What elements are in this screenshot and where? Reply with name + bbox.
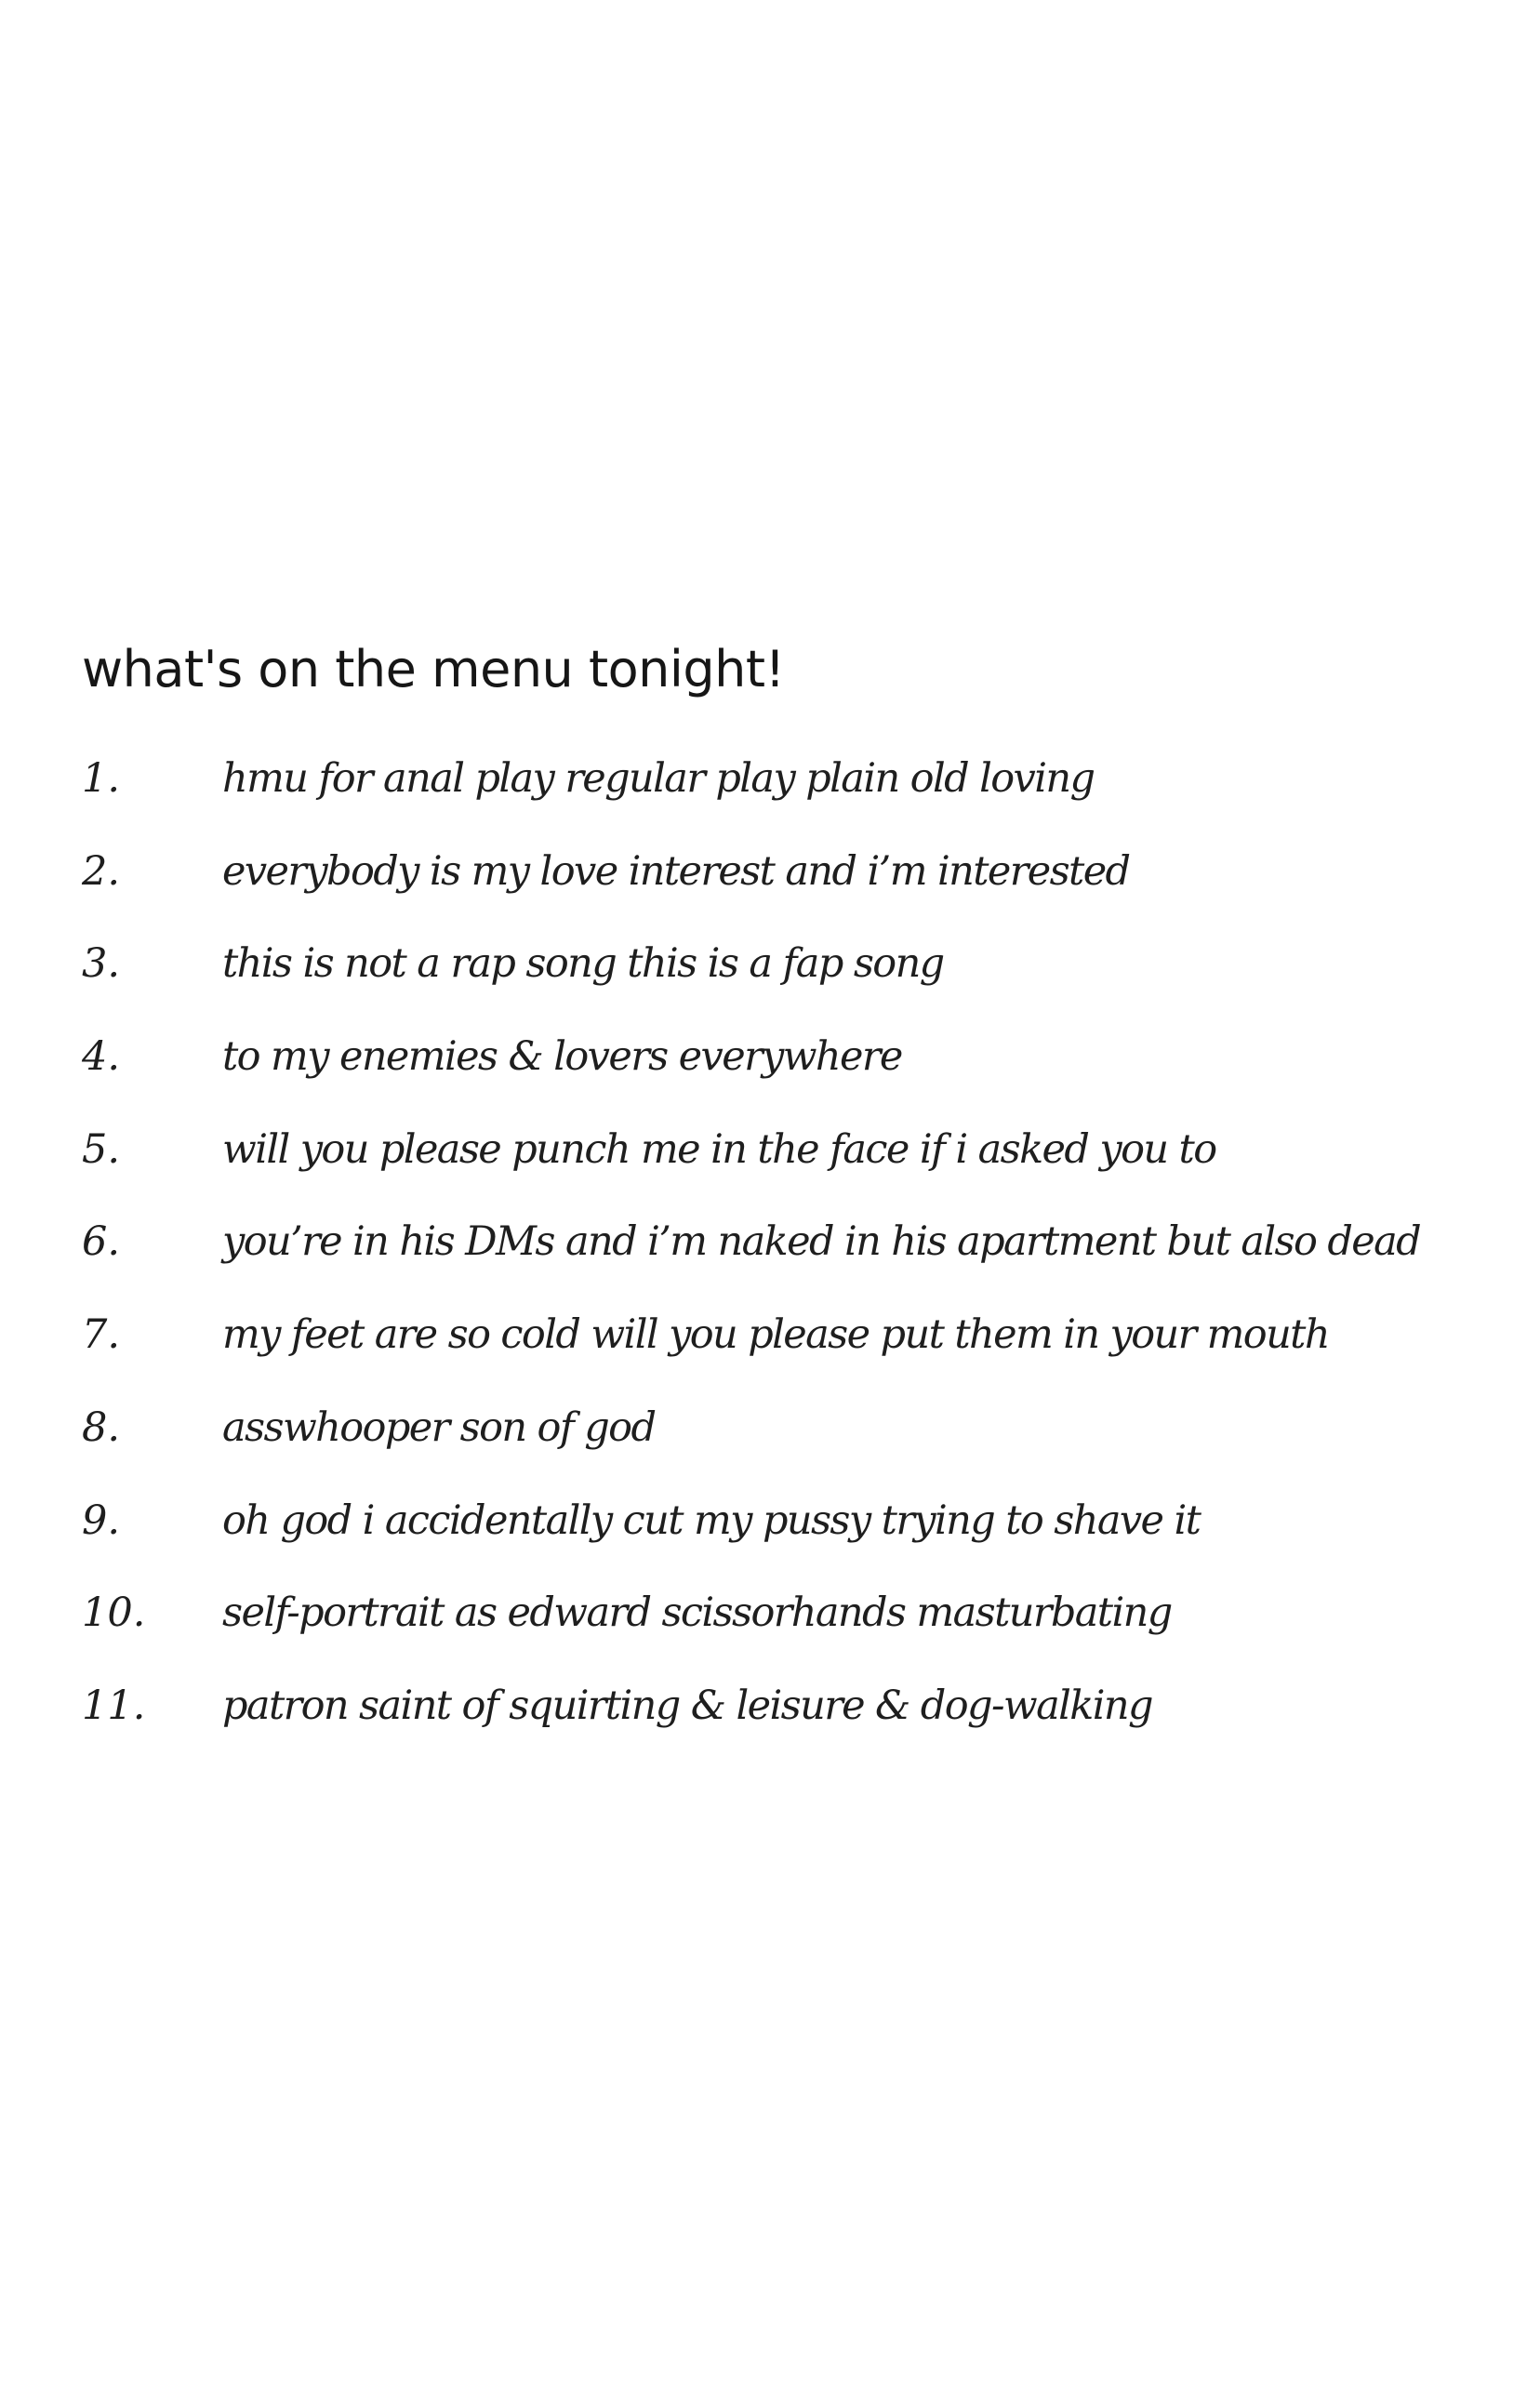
track-number: 4. bbox=[82, 1033, 121, 1081]
track-number: 8. bbox=[82, 1403, 121, 1451]
track-title: self-portrait as edward scissorhands masturbating bbox=[222, 1590, 1172, 1637]
track-title: will you please punch me in the face if i asked you to bbox=[222, 1125, 1216, 1173]
track-number: 2. bbox=[82, 847, 121, 895]
track-title: this is not a rap song this is a fap song bbox=[222, 940, 944, 988]
track-number: 11. bbox=[82, 1682, 146, 1729]
track-number: 7. bbox=[82, 1311, 121, 1359]
track-number: 1. bbox=[82, 755, 121, 802]
track-number: 6. bbox=[82, 1218, 121, 1266]
track-number: 9. bbox=[82, 1496, 121, 1544]
track-title: everybody is my love interest and i’m interested bbox=[222, 847, 1130, 895]
track-title: my feet are so cold will you please put them in your mouth bbox=[222, 1311, 1329, 1359]
track-title: asswhooper son of god bbox=[222, 1403, 656, 1451]
track-number: 10. bbox=[82, 1590, 146, 1637]
track-title: to my enemies & lovers everywhere bbox=[222, 1033, 902, 1081]
track-number: 3. bbox=[82, 940, 121, 988]
track-title: oh god i accidentally cut my pussy trying to shave it bbox=[222, 1496, 1201, 1544]
page-title: what's on the menu tonight! bbox=[82, 640, 785, 698]
track-title: patron saint of squirting & leisure & dog-walking bbox=[222, 1682, 1152, 1729]
track-title: you’re in his DMs and i’m naked in his apartment but also dead bbox=[222, 1218, 1421, 1266]
track-number: 5. bbox=[82, 1125, 121, 1173]
track-title: hmu for anal play regular play plain old loving bbox=[222, 755, 1095, 802]
